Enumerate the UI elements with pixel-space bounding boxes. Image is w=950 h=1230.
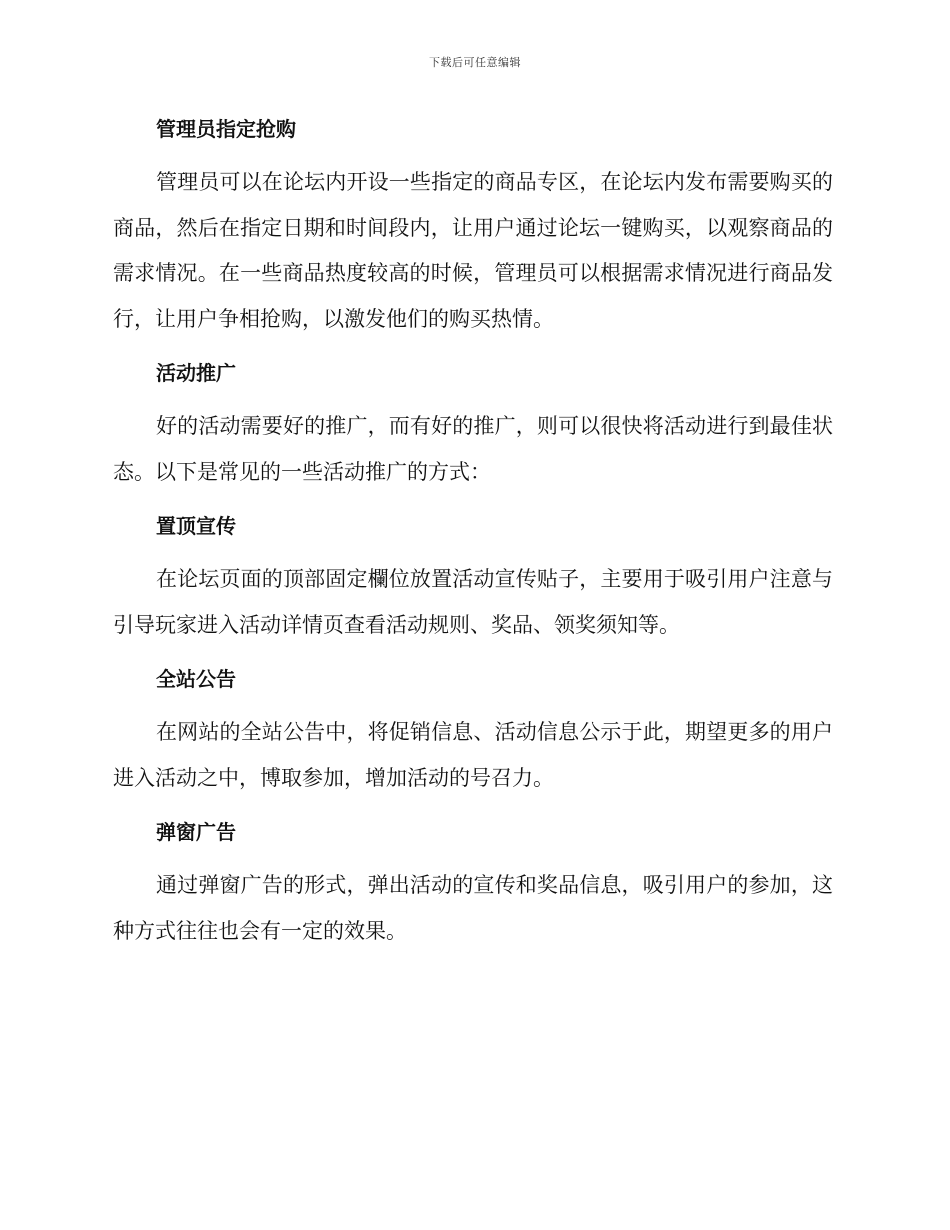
- section-paragraph-activity-promotion: 好的活动需要好的推广，而有好的推广，则可以很快将活动进行到最佳状态。以下是常见的一些活动推广的方式：: [113, 414, 833, 484]
- section-heading-popup-ads: 弹窗广告: [156, 820, 236, 844]
- section-heading-admin-flash-sale: 管理员指定抢购: [156, 117, 296, 141]
- section-heading-pinned-promotion: 置顶宣传: [156, 514, 236, 538]
- document-body: [113, 112, 833, 954]
- section-paragraph-admin-flash-sale: 管理员可以在论坛内开设一些指定的商品专区，在论坛内发布需要购买的商品，然后在指定日期和时间段内，让用户通过论坛一键购买，以观察商品的需求情况。在一些商品热度较高的时候，管理员可以根据需求情况进行商品发行，让用户争相抢购，以激发他们的购买热情。: [113, 170, 833, 331]
- page-header-note: 下载后可任意编辑: [429, 56, 521, 69]
- section-paragraph-pinned-promotion: 在论坛页面的顶部固定欄位放置活动宣传贴子，主要用于吸引用户注意与引导玩家进入活动详情页查看活动规则、奖品、领奖须知等。: [113, 567, 833, 637]
- section-heading-activity-promotion: 活动推广: [156, 361, 236, 385]
- section-heading-site-announcement: 全站公告: [156, 667, 236, 691]
- section-paragraph-site-announcement: 在网站的全站公告中，将促销信息、活动信息公示于此，期望更多的用户进入活动之中，博取参加，增加活动的号召力。: [113, 720, 833, 790]
- section-paragraph-popup-ads: 通过弹窗广告的形式，弹出活动的宣传和奖品信息，吸引用户的参加，这种方式往往也会有一定的效果。: [113, 873, 833, 943]
